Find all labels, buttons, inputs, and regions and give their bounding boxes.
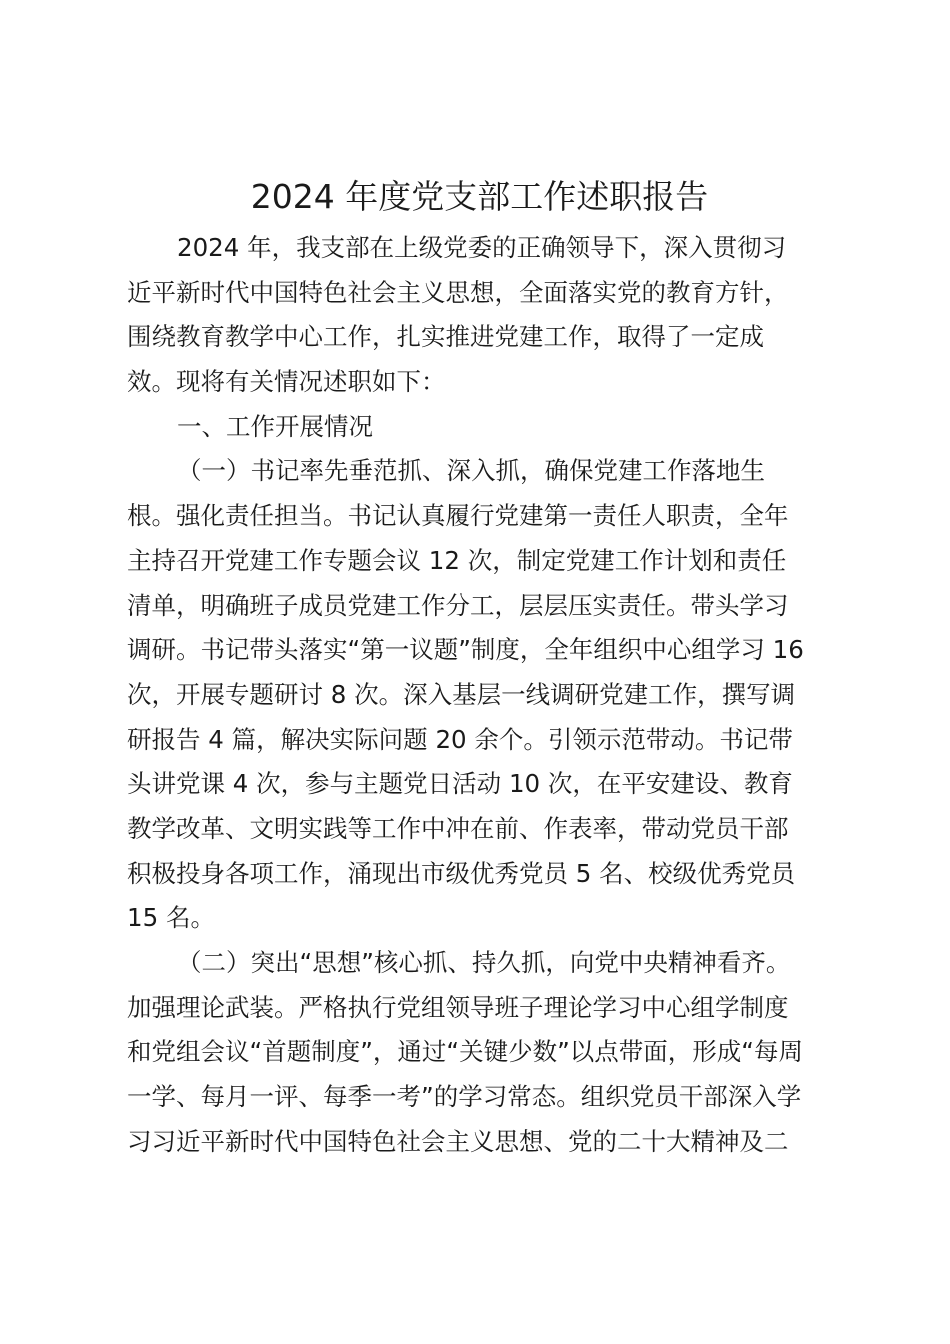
text-line: 积极投身各项工作，涌现出市级优秀党员 5 名、校级优秀党员 xyxy=(127,858,796,888)
text-line: 习习近平新时代中国特色社会主义思想、党的二十大精神及二 xyxy=(127,1126,789,1156)
text-line: （二）突出“思想”核心抓、持久抓，向党中央精神看齐。 xyxy=(177,948,791,977)
document-title: 2024 年度党支部工作述职报告 xyxy=(250,177,709,216)
document-body xyxy=(127,226,832,1164)
text-line: 清单，明确班子成员党建工作分工，层层压实责任。带头学习 xyxy=(127,590,789,620)
text-line: 根。强化责任担当。书记认真履行党建第一责任人职责，全年 xyxy=(127,501,789,531)
text-line: 次，开展专题研讨 8 次。深入基层一线调研党建工作，撰写调 xyxy=(127,679,796,709)
text-line: 一学、每月一评、每季一考”的学习常态。组织党员干部深入学 xyxy=(127,1082,802,1112)
text-line: 近平新时代中国特色社会主义思想，全面落实党的教育方针， xyxy=(127,277,789,307)
text-line: 2024 年，我支部在上级党委的正确领导下，深入贯彻习 xyxy=(177,233,787,262)
text-line: （一）书记率先垂范抓、深入抓，确保党建工作落地生 xyxy=(177,456,765,486)
document-page xyxy=(127,172,832,1164)
text-line: 研报告 4 篇，解决实际问题 20 余个。引领示范带动。书记带 xyxy=(127,724,793,754)
text-line: 围绕教育教学中心工作，扎实推进党建工作，取得了一定成 xyxy=(127,322,764,352)
section-heading: 一、工作开展情况 xyxy=(177,411,373,441)
text-line: 调研。书记带头落实“第一议题”制度，全年组织中心组学习 16 xyxy=(127,635,804,665)
text-line: 主持召开党建工作专题会议 12 次，制定党建工作计划和责任 xyxy=(127,545,787,575)
text-line: 效。现将有关情况述职如下： xyxy=(127,367,446,397)
text-line: 和党组会议“首题制度”，通过“关键少数”以点带面，形成“每周 xyxy=(127,1037,803,1067)
text-line: 加强理论武装。严格执行党组领导班子理论学习中心组学制度 xyxy=(127,992,789,1022)
text-line: 教学改革、文明实践等工作中冲在前、作表率，带动党员干部 xyxy=(127,813,789,843)
text-line: 头讲党课 4 次，参与主题党日活动 10 次，在平安建设、教育 xyxy=(127,769,793,799)
text-line: 15 名。 xyxy=(127,903,215,933)
